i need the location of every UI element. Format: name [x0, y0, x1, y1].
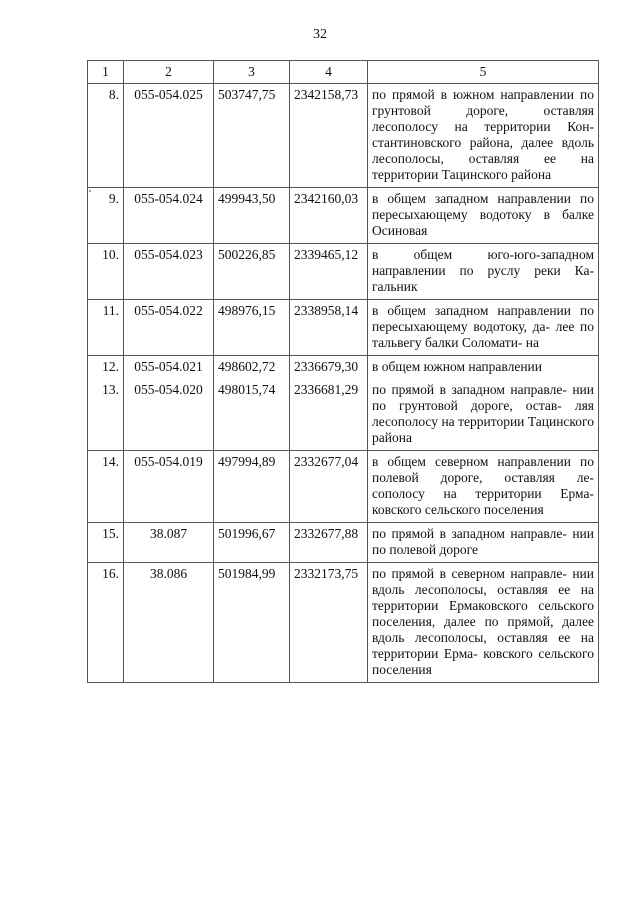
description-cell	[368, 356, 599, 380]
header-cell-2: 2	[124, 61, 214, 84]
row-number-cell: 11.	[88, 300, 124, 356]
table-row	[88, 523, 599, 563]
coord-y-cell: 2342158,73	[290, 84, 368, 188]
table-row	[88, 188, 599, 244]
point-code-cell: 055-054.021	[124, 356, 214, 380]
row-number-cell: 9.	[88, 188, 124, 244]
description-line: балке Осиновая	[372, 207, 594, 238]
description-line: лее по тальвегу балки Соломати-	[372, 319, 594, 350]
coord-x-cell: 499943,50	[214, 188, 290, 244]
description-line: ковского сельского поселения	[372, 646, 594, 677]
description-line: вдоль лесополосы, оставляя ее на	[372, 135, 595, 166]
description-line: прямой, далее вдоль лесополосы,	[372, 614, 594, 645]
description-line: направлении по руслу реки Ка-	[372, 263, 594, 278]
description-line: в общем юго-юго-западном	[372, 247, 594, 262]
description-line: ковского сельского поселения	[372, 502, 544, 517]
coord-x-cell: 501984,99	[214, 563, 290, 683]
coord-x-cell: 498015,74	[214, 379, 290, 451]
description-line: Тацинского района	[372, 414, 594, 445]
coord-x-cell: 497994,89	[214, 451, 290, 523]
row-number-cell: 12.	[88, 356, 124, 380]
description-cell	[368, 300, 599, 356]
row-number-cell: 14.	[88, 451, 124, 523]
coord-y-cell: 2332677,04	[290, 451, 368, 523]
description-line: по прямой в северном направле-	[372, 566, 567, 581]
coord-y-cell: 2339465,12	[290, 244, 368, 300]
coord-y-cell: 2338958,14	[290, 300, 368, 356]
description-line: оставляя ее на территории Ерма-	[372, 630, 594, 661]
table-row	[88, 379, 599, 451]
description-line: ляя лесополосу на территории	[372, 398, 595, 429]
description-cell	[368, 451, 599, 523]
point-code-cell: 055-054.019	[124, 451, 214, 523]
row-number-cell: 13.	[88, 379, 124, 451]
header-cell-4: 4	[290, 61, 368, 84]
coord-y-cell: 2336679,30	[290, 356, 368, 380]
page-number: 32	[313, 27, 327, 42]
point-code-cell: 055-054.024	[124, 188, 214, 244]
description-line: территории Тацинского района	[372, 167, 552, 182]
description-line: по прямой в западном направле-	[372, 382, 567, 397]
description-line: по пересыхающему водотоку в	[372, 191, 594, 222]
description-line: в общем западном направлении	[372, 191, 572, 206]
table-row	[88, 300, 599, 356]
description-line: нии по полевой дороге	[372, 526, 594, 557]
description-line: по прямой в западном направле-	[372, 526, 567, 541]
description-line: по пересыхающему водотоку, да-	[372, 303, 594, 334]
coord-y-cell: 2332677,88	[290, 523, 368, 563]
coord-x-cell: 498976,15	[214, 300, 290, 356]
point-code-cell: 055-054.022	[124, 300, 214, 356]
description-line: сополосу на территории Ерма-	[372, 486, 594, 501]
description-cell	[368, 379, 599, 451]
description-cell	[368, 188, 599, 244]
point-code-cell: 055-054.023	[124, 244, 214, 300]
table-row	[88, 563, 599, 683]
description-line: нии по грунтовой дороге, остав-	[372, 382, 594, 413]
header-cell-3: 3	[214, 61, 290, 84]
row-number-cell: 15.	[88, 523, 124, 563]
table-row	[88, 451, 599, 523]
description-line: по полевой дороге, оставляя ле-	[372, 454, 594, 485]
description-cell	[368, 523, 599, 563]
description-line: ее на территории Ермаковского	[372, 582, 594, 613]
description-line: по прямой в южном направлении	[372, 87, 575, 102]
header-cell-1: 1	[88, 61, 124, 84]
margin-mark	[89, 190, 91, 192]
description-line: в общем южном направлении	[372, 359, 542, 374]
coord-x-cell: 498602,72	[214, 356, 290, 380]
coord-x-cell: 500226,85	[214, 244, 290, 300]
table-row	[88, 244, 599, 300]
header-row	[88, 61, 599, 84]
description-cell	[368, 244, 599, 300]
description-line: стантиновского района, далее	[372, 135, 554, 150]
description-line: по грунтовой дороге, оставляя	[372, 87, 595, 118]
row-number-cell: 10.	[88, 244, 124, 300]
coord-y-cell: 2332173,75	[290, 563, 368, 683]
header-cell-5: 5	[368, 61, 599, 84]
description-line: сельского поселения, далее по	[372, 598, 594, 629]
description-line: гальник	[372, 279, 418, 294]
description-cell	[368, 84, 599, 188]
row-number-cell: 16.	[88, 563, 124, 683]
point-code-cell: 38.086	[124, 563, 214, 683]
row-number-cell: 8.	[88, 84, 124, 188]
description-cell	[368, 563, 599, 683]
point-code-cell: 055-054.020	[124, 379, 214, 451]
table-row	[88, 84, 599, 188]
coord-y-cell: 2336681,29	[290, 379, 368, 451]
description-line: в общем северном направлении	[372, 454, 571, 469]
boundary-table	[87, 60, 599, 683]
coord-y-cell: 2342160,03	[290, 188, 368, 244]
coord-x-cell: 503747,75	[214, 84, 290, 188]
point-code-cell: 055-054.025	[124, 84, 214, 188]
table-row	[88, 356, 599, 380]
table-body	[88, 84, 599, 683]
coord-x-cell: 501996,67	[214, 523, 290, 563]
description-line: лесополосу на территории Кон-	[372, 119, 594, 134]
point-code-cell: 38.087	[124, 523, 214, 563]
description-line: в общем западном направлении	[372, 303, 572, 318]
description-line: на	[525, 335, 540, 350]
description-line: нии вдоль лесополосы, оставляя	[372, 566, 594, 597]
